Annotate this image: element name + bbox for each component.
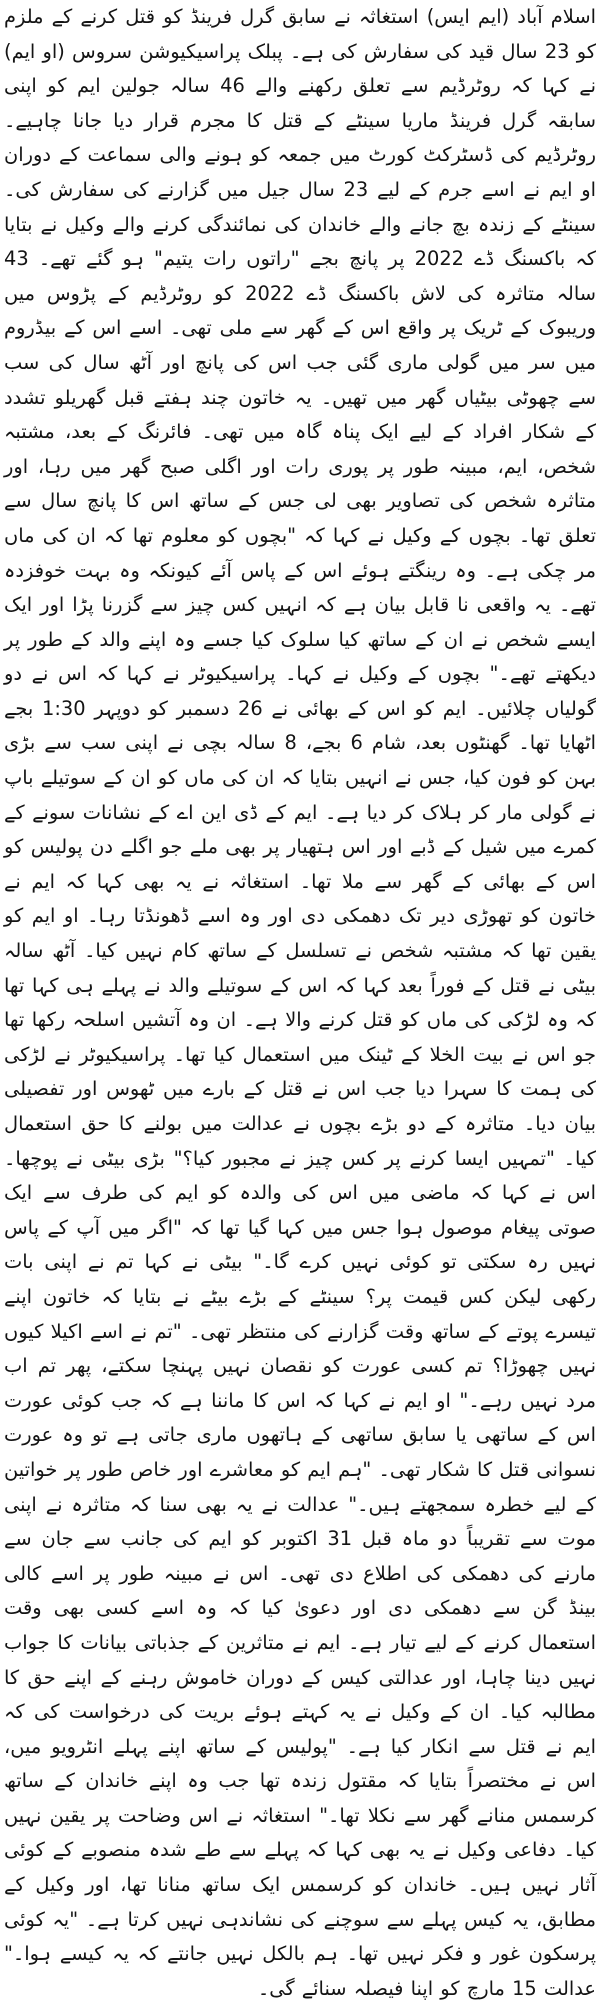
article-body-text: اسلام آباد (ایم ایس) استغاثہ نے سابق گرل فرینڈ کو قتل کرنے کے ملزم کو 23 سال قید کی سفارش کی ہے۔ پبلک پراسیکیوشن سروس (او ایم) نے کہا کہ روٹرڈیم سے تعلق رکھنے والے 46 سالہ جولین ایم کو اپنی سابقہ گرل فرینڈ ماریا سینٹے کے قتل کا مجرم قرار دیا جانا چاہیے۔ روٹرڈیم کی ڈسٹرکٹ کورٹ میں جمعہ کو ہونے والی سماعت کے دوران او ایم نے اسے جرم کے لیے 23 سال جیل میں گزارنے کی سفارش کی۔ سینٹے کے زندہ بچ جانے والے خاندان کی نمائندگی کرنے والے وکیل نے بتایا کہ باکسنگ ڈے 2022 پر پانچ بجے "راتوں رات یتیم" ہو گئے تھے۔ 43 سالہ متاثرہ کی لاش باکسنگ ڈے 2022 کو روٹرڈیم کے پڑوس میں وریبوک کے ٹریک پر واقع اس کے گھر سے ملی تھی۔ اسے اس کے بیڈروم میں سر میں گولی ماری گئی جب اس کی پانچ اور آٹھ سال کی سب سے چھوٹی بیٹیاں گھر میں تھیں۔ یہ خاتون چند ہفتے قبل گھریلو تشدد کے شکار افراد کے لیے ایک پناہ گاہ میں تھی۔ فائرنگ کے بعد، مشتبہ شخص، ایم، مبینہ طور پر پوری رات اور اگلی صبح گھر میں رہا، اور متاثرہ شخص کی تصاویر بھی لی جس کے ساتھ اس کا پانچ سال سے تعلق تھا۔ بچوں کے وکیل نے کہا کہ "بچوں کو معلوم تھا کہ ان کی ماں مر چکی ہے۔ وہ رینگتے ہوئے اس کے پاس آئے کیونکہ وہ بہت خوفزدہ تھے۔ یہ واقعی نا قابل بیان ہے کہ انہیں کس چیز سے گزرنا پڑا اور ایک ایسے شخص نے ان کے ساتھ کیا سلوک کیا جسے وہ اپنے والد کے طور پر دیکھتے تھے۔" بچوں کے وکیل نے کہا۔ پراسیکیوٹر نے کہا کہ اس نے دو گولیاں چلائیں۔ ایم کو اس کے بھائی نے 26 دسمبر کو دوپہر 1:30 بجے اٹھایا تھا۔ گھنٹوں بعد، شام 6 بجے، 8 سالہ بچی نے اپنی سب سے بڑی بہن کو فون کیا، جس نے انہیں بتایا کہ ان کی ماں کو ان کے سوتیلے باپ نے گولی مار کر ہلاک کر دیا ہے۔ ایم کے ڈی این اے کے نشانات سونے کے کمرے میں شیل کے ڈبے اور اس ہتھیار پر بھی ملے جو اگلے دن پولیس کو اس کے بھائی کے گھر سے ملا تھا۔ استغاثہ نے یہ بھی کہا کہ ایم نے خاتون کو تھوڑی دیر تک دھمکی دی اور وہ اسے ڈھونڈتا رہا۔ او ایم کو یقین تھا کہ مشتبہ شخص نے تسلسل کے ساتھ کام نہیں کیا۔ آٹھ سالہ بیٹی نے قتل کے فوراً بعد کہا کہ اس کے سوتیلے والد نے پہلے ہی کہا تھا کہ وہ لڑکی کی ماں کو قتل کرنے والا ہے۔ ان وہ آتشیں اسلحہ رکھا تھا جو اس نے بیت الخلا کے ٹینک میں استعمال کیا تھا۔ پراسیکیوٹر نے لڑکی کی ہمت کا سہرا دیا جب اس نے قتل کے بارے میں ٹھوس اور تفصیلی بیان دیا۔ متاثرہ کے دو بڑے بچوں نے عدالت میں بولنے کا حق استعمال کیا۔ "تمہیں ایسا کرنے پر کس چیز نے مجبور کیا؟" بڑی بیٹی نے پوچھا۔ اس نے کہا کہ ماضی میں اس کی والدہ کو ایم کی طرف سے ایک صوتی پیغام موصول ہوا جس میں کہا گیا تھا کہ "اگر میں آپ کے پاس نہیں رہ سکتی تو کوئی نہیں کرے گا۔" بیٹی نے کہا تم نے اپنی بات رکھی لیکن کس قیمت پر؟ سینٹے کے بڑے بیٹے نے بتایا کہ خاتون اپنے تیسرے پوتے کے ساتھ وقت گزارنے کی منتظر تھی۔ "تم نے اسے اکیلا کیوں نہیں چھوڑا؟ تم کسی عورت کو نقصان نہیں پہنچا سکتے، پھر تم اب مرد نہیں رہے۔" او ایم نے کہا کہ اس کا ماننا ہے کہ جب کوئی عورت اس کے ساتھی یا سابق ساتھی کے ہاتھوں ماری جاتی ہے تو وہ عورت نسوانی قتل کا شکار تھی۔ "ہم ایم کو معاشرے اور خاص طور پر خواتین کے لیے خطرہ سمجھتے ہیں۔" عدالت نے یہ بھی سنا کہ متاثرہ نے اپنی موت سے تقریباً دو ماہ قبل 31 اکتوبر کو ایم کی جانب سے جان سے مارنے کی دھمکی کی اطلاع دی تھی۔ اس نے مبینہ طور پر اسے کالی بینڈ گن سے دھمکی دی اور دعویٰ کیا کہ وہ اسے کسی بھی وقت استعمال کرنے کے لیے تیار ہے۔ ایم نے متاثرین کے جذباتی بیانات کا جواب نہیں دینا چاہا، اور عدالتی کیس کے دوران خاموش رہنے کے اپنے حق کا مطالبہ کیا۔ ان کے وکیل نے یہ کہتے ہوئے بریت کی درخواست کی کہ ایم نے قتل سے انکار کیا ہے۔ "پولیس کے ساتھ اپنے پہلے انٹرویو میں، اس نے مختصراً بتایا کہ مقتول زندہ تھا جب وہ اپنے خاندان کے ساتھ کرسمس منانے گھر سے نکلا تھا۔" استغاثہ نے اس وضاحت پر یقین نہیں کیا۔ دفاعی وکیل نے یہ بھی کہا کہ پہلے سے طے شدہ منصوبے کے کوئی آثار نہیں ہیں۔ خاندان کو کرسمس ایک ساتھ منانا تھا، اور وکیل کے مطابق، یہ کیس پہلے سے سوچنے کی نشاندہی نہیں کرتا ہے۔ "یہ کوئی پرسکون غور و فکر نہیں تھا۔ ہم بالکل نہیں جانتے کہ یہ کیسے ہوا۔" عدالت 15 مارچ کو اپنا فیصلہ سنائے گی۔ (4, 5, 596, 2000)
